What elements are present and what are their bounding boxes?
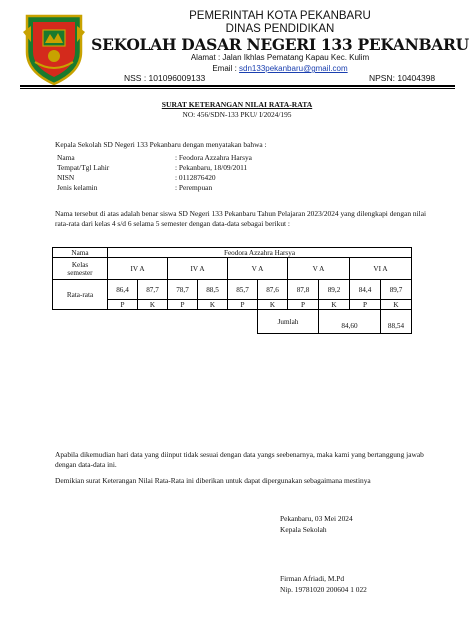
document-number: NO: 456/SDN-133 PKU/ I/2024/195 xyxy=(182,110,292,119)
value-cell: 89,2 xyxy=(319,280,350,300)
value-cell: 84,4 xyxy=(350,280,381,300)
semester-2: IV A xyxy=(168,258,228,280)
table-header-rata-rata: Rata-rata xyxy=(53,280,108,310)
pk-cell: P xyxy=(168,300,198,310)
signatory-name: Firman Afriadi, M.Pd xyxy=(280,574,345,583)
semester-5: VI A xyxy=(350,258,412,280)
field-value-nisn: : 0112876420 xyxy=(175,173,216,182)
body-paragraph: Nama tersebut di atas adalah benar siswa SD Negeri 133 Pekanbaru Tahun Pelajaran 2023/2024 yang dilengkapi dengan nilai rata-rata dari kelas 4 s/d 6 selama 5 semester dengan data-data sebagai berikut : xyxy=(55,209,427,229)
table-header-nama: Nama xyxy=(53,248,108,258)
pk-cell: K xyxy=(198,300,228,310)
disclaimer-paragraph: Apabila dikemudian hari data yang diinput tidak sesuai dengan data yangs seebenarnya, maka kami yang bertanggung jawab dengan data-data ini. xyxy=(55,450,424,469)
npsn-number: NPSN: 10404398 xyxy=(369,73,436,83)
pk-cell: K xyxy=(258,300,288,310)
signature-place-date: Pekanbaru, 03 Mei 2024 xyxy=(280,514,353,523)
field-label-ttl: Tempat/Tgl Lahir xyxy=(57,163,110,172)
department-name: DINAS PENDIDIKAN xyxy=(225,23,335,35)
jumlah-p: 84,60 xyxy=(319,310,381,334)
value-cell: 89,7 xyxy=(381,280,412,300)
value-cell: 88,5 xyxy=(198,280,228,300)
header-rule-thick xyxy=(20,85,455,87)
pk-cell: K xyxy=(319,300,350,310)
kelas-label: Kelas xyxy=(71,260,89,269)
table-student-name: Feodora Azzahra Harsya xyxy=(108,248,412,258)
header-rule-thin xyxy=(20,88,455,89)
grades-table xyxy=(52,247,412,334)
email-label: Email : xyxy=(212,64,240,73)
closing-paragraph: Demikian surat Keterangan Nilai Rata-Rata ini diberikan untuk dapat dipergunakan sebagaimana mestinya xyxy=(55,476,371,485)
semester-label: semester xyxy=(67,268,93,277)
jumlah-k: 88,54 xyxy=(381,310,412,334)
intro-text: Kepala Sekolah SD Negeri 133 Pekanbaru dengan menyatakan bahwa : xyxy=(55,140,267,149)
signatory-nip: Nip. 19781020 200604 1 022 xyxy=(280,585,367,594)
pk-cell: P xyxy=(288,300,319,310)
value-cell: 86,4 xyxy=(108,280,138,300)
table-header-kelas xyxy=(53,258,108,280)
field-label-gender: Jenis kelamin xyxy=(57,183,98,192)
field-value-nama: : Feodora Azzahra Harsya xyxy=(175,153,252,162)
value-cell: 87,6 xyxy=(258,280,288,300)
pk-cell: P xyxy=(228,300,258,310)
field-label-nama: Nama xyxy=(57,153,75,162)
field-value-ttl: : Pekanbaru, 18/09/2011 xyxy=(175,163,248,172)
semester-3: V A xyxy=(228,258,288,280)
email-link[interactable]: sdn133pekanbaru@gmail.com xyxy=(239,64,348,73)
government-name: PEMERINTAH KOTA PEKANBARU xyxy=(189,10,371,22)
value-cell: 78,7 xyxy=(168,280,198,300)
field-value-gender: : Perempuan xyxy=(175,183,213,192)
value-cell: 87,8 xyxy=(288,280,319,300)
field-label-nisn: NISN xyxy=(57,173,75,182)
document-title: SURAT KETERANGAN NILAI RATA-RATA xyxy=(161,100,313,109)
value-cell: 85,7 xyxy=(228,280,258,300)
school-email-line xyxy=(90,64,470,73)
pk-cell: P xyxy=(108,300,138,310)
signature-role: Kepala Sekolah xyxy=(280,525,327,534)
semester-1: IV A xyxy=(108,258,168,280)
semester-4: V A xyxy=(288,258,350,280)
spacer-cell xyxy=(53,310,258,334)
nss-number: NSS : 101096009133 xyxy=(124,73,206,83)
jumlah-label: Jumlah xyxy=(258,310,319,334)
pk-cell: K xyxy=(138,300,168,310)
school-name: SEKOLAH DASAR NEGERI 133 PEKANBARU xyxy=(91,35,469,54)
school-address: Alamat : Jalan Ikhlas Pematang Kapau Kec. Kulim xyxy=(190,53,370,62)
pk-cell: P xyxy=(350,300,381,310)
city-emblem-logo xyxy=(21,12,87,86)
value-cell: 87,7 xyxy=(138,280,168,300)
pk-cell: K xyxy=(381,300,412,310)
